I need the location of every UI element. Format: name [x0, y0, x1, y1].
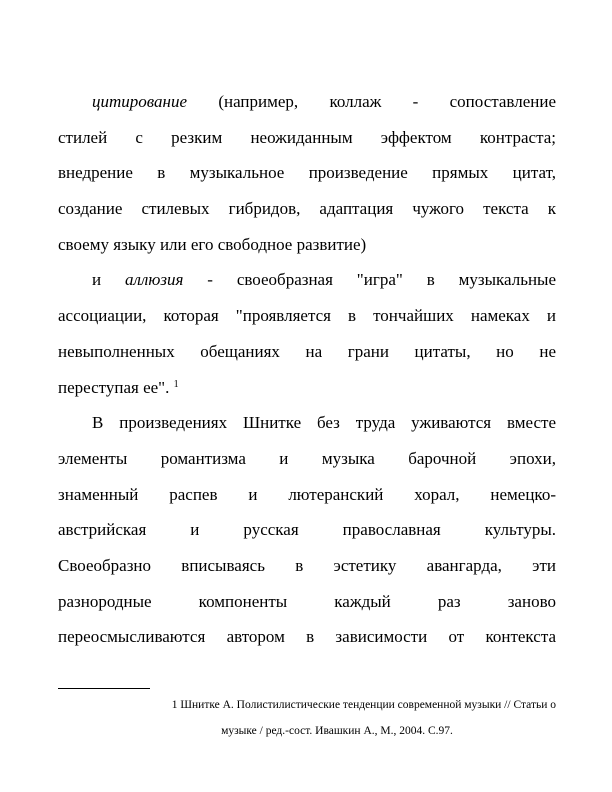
term-citation: цитирование [92, 92, 188, 111]
paragraph-3-line-2: элементы романтизма и музыка барочной эпохи, [58, 448, 556, 468]
footnote-number: 1 [171, 699, 178, 711]
paragraph-1-line-3: внедрение в музыкальное произведение прямых цитат, [58, 163, 556, 183]
paragraph-3-line-7: переосмысливаются автором в зависимости от контекста [58, 627, 556, 647]
paragraph-1-line-2: стилей с резким неожиданным эффектом контраста; [58, 127, 556, 147]
paragraph-2-line-4-text: переступая ее". [58, 377, 170, 397]
paragraph-3-line-3: знаменный распев и лютеранский хорал, немецко- [58, 484, 556, 504]
footnote [58, 692, 556, 744]
paragraph-1-line-5: своему языку или его свободное развитие) [58, 234, 367, 254]
term-allusion: аллюзия [125, 270, 184, 290]
paragraph-2-lead: и [92, 270, 102, 290]
paragraph-2-line-4 [58, 370, 556, 406]
paragraph-3-line-1: В произведениях Шнитке без труда уживаются вместе [92, 413, 556, 433]
paragraph-1-line-1-rest: (например, коллаж - сопоставление [218, 92, 556, 111]
paragraph-1-line-1 [58, 84, 556, 120]
footnote-line-1 [58, 692, 556, 718]
footnote-line-1-text: Шнитке А. Полистилистические тенденции современной музыки // Статьи о [180, 699, 556, 711]
paragraph-2-line-1 [58, 262, 556, 298]
paragraph-3-line-5: Своеобразно вписываясь в эстетику авангарда, эти [58, 555, 556, 575]
footnote-separator [58, 688, 150, 689]
paragraph-3-line-6: разнородные компоненты каждый раз заново [58, 591, 556, 611]
footnote-reference: 1 [173, 378, 179, 390]
paragraph-3-line-4: австрийская и русская православная культуры. [58, 520, 556, 540]
paragraph-2-line-3: невыполненных обещаниях на грани цитаты, но не [58, 341, 556, 361]
footnote-line-2: музыке / ред.-сост. Ивашкин А., М., 2004. С.97. [221, 725, 453, 737]
paragraph-1-line-4: создание стилевых гибридов, адаптация чужого текста к [58, 199, 556, 219]
paragraph-2-line-2: ассоциации, которая "проявляется в тончайших намеках и [58, 306, 556, 326]
paragraph-2-line-1-rest: - своеобразная "игра" в музыкальные [207, 270, 557, 290]
main-text [58, 84, 556, 655]
